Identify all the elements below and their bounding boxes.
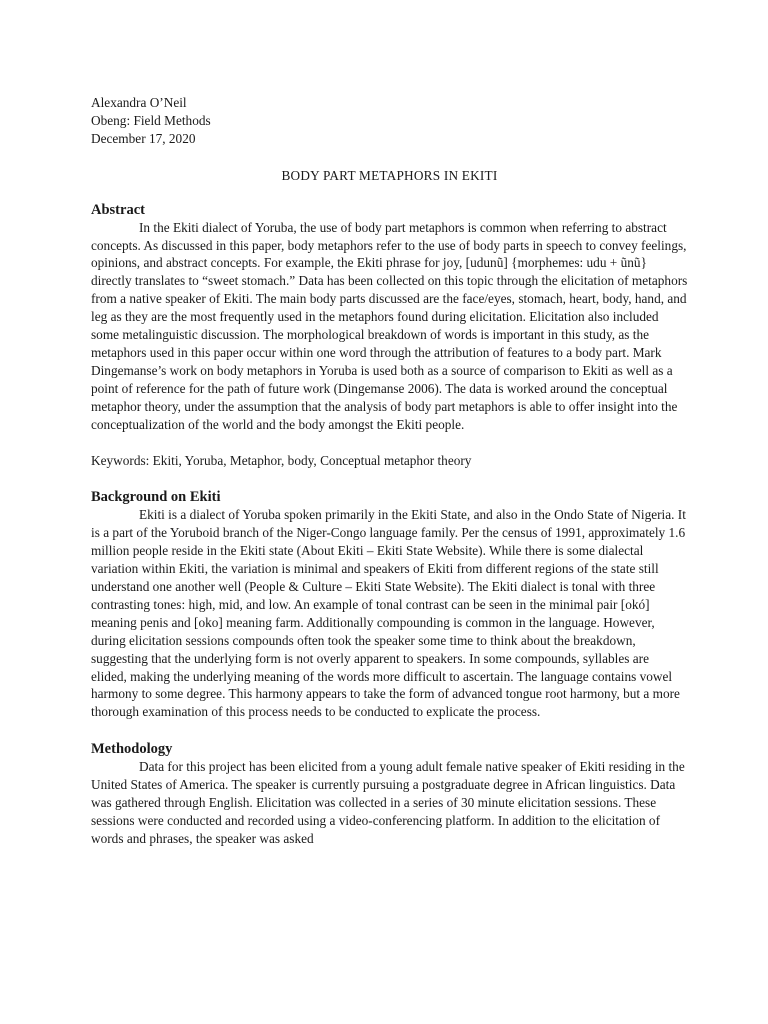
- background-paragraph: Ekiti is a dialect of Yoruba spoken primarily in the Ekiti State, and also in the Ondo State of Nigeria. It is a part of the Yoruboid branch of the Niger-Congo language family. Per the census of 1991, approximately 1.6 million people reside in the Ekiti state (About Ekiti – Ekiti State Website). While there is some dialectal variation within Ekiti, the variation is minimal and speakers of Ekiti from different regions of the state still understand one another well (People & Culture – Ekiti State Website). The Ekiti dialect is tonal with three contrasting tones: high, mid, and low. An example of tonal contrast can be seen in the minimal pair [okó] meaning penis and [oko] meaning farm. Additionally compounding is common in the language. However, during elicitation sessions compounds often took the speaker some time to think about the breakdown, suggesting that the underlying form is not overly apparent to speakers. In some compounds, syllables are elided, making the underlying meaning of the words more difficult to ascertain. The language contains vowel harmony to some degree. This harmony appears to take the form of advanced tongue root harmony, but a more thorough examination of this process needs to be conducted to explicate the process.: [91, 507, 686, 720]
- methodology-heading: Methodology: [91, 741, 173, 758]
- course-name: Obeng: Field Methods: [91, 112, 211, 128]
- document-date: December 17, 2020: [91, 130, 196, 146]
- author-name: Alexandra O’Neil: [91, 95, 187, 110]
- methodology-paragraph: Data for this project has been elicited from a young adult female native speaker of Ekiti residing in the United States of America. The speaker is currently pursuing a postgraduate degree in African linguistics. Data was gathered through English. Elicitation was collected in a series of 30 minute elicitation sessions. These sessions were conducted and recorded using a video-conferencing platform. In addition to the elicitation of words and phrases, the speaker was asked: [91, 759, 685, 846]
- header-block: [91, 94, 688, 148]
- abstract-heading: Abstract: [91, 201, 145, 218]
- abstract-paragraph: In the Ekiti dialect of Yoruba, the use of body part metaphors is common when referring to abstract concepts. As discussed in this paper, body metaphors refer to the use of body parts in speech to convey feelings, opinions, and abstract concepts. For example, the Ekiti phrase for joy, [udunũ] {morphemes: udu + ũnũ} directly translates to “sweet stomach.” Data has been collected on this topic through the elicitation of metaphors from a native speaker of Ekiti. The main body parts discussed are the face/eyes, stomach, heart, body, hand, and leg as they are the most frequently used in the metaphors found during elicitation. Elicitation also included some metalinguistic discussion. The morphological breakdown of words is important in this study, as the metaphors used in this paper occur within one word through the attribution of features to a body part. Mark Dingemanse’s work on body metaphors in Yoruba is used both as a source of comparison to Ekiti as well as a point of reference for the path of future work (Dingemanse 2006). The data is worked around the conceptual metaphor theory, under the assumption that the analysis of body part metaphors is able to offer insight into the conceptualization of the world and the body amongst the Ekiti people.: [91, 219, 688, 432]
- keywords-line: Keywords: Ekiti, Yoruba, Metaphor, body, Conceptual metaphor theory: [91, 452, 472, 468]
- background-heading: Background on Ekiti: [91, 489, 221, 506]
- document-title: BODY PART METAPHORS IN EKITI: [281, 167, 498, 183]
